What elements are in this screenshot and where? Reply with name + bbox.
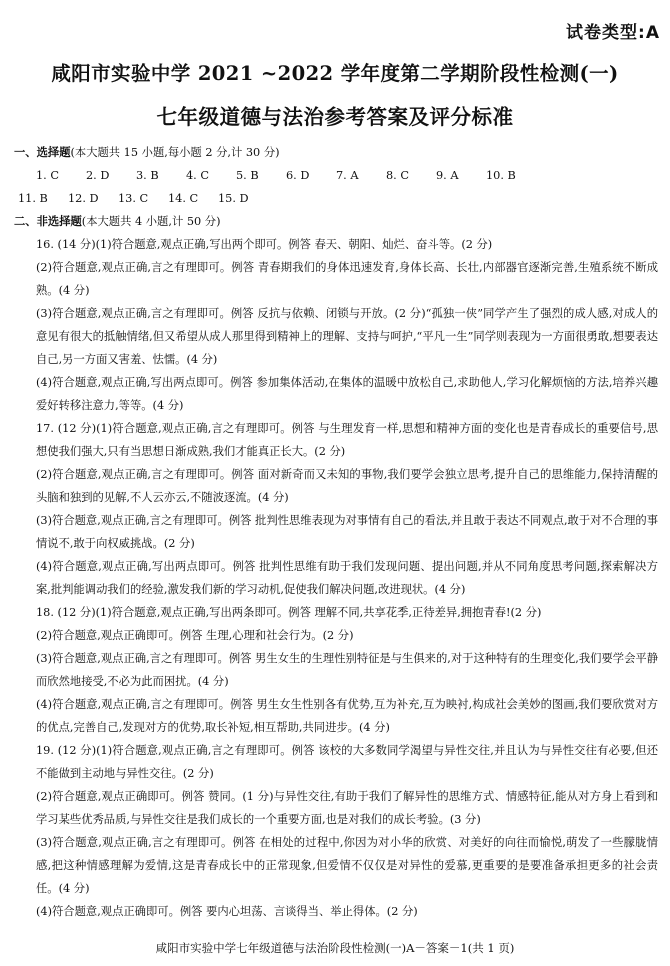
paper-type-label: 试卷类型:A — [566, 23, 660, 43]
question-18 — [14, 601, 658, 739]
question-part: (4)符合题意,观点正确,写出两点即可。例答 参加集体活动,在集体的温暖中放松自己,求助他人,学习化解烦恼的方法,培养兴趣爱好转移注意力,等等。(4 分) — [36, 376, 658, 412]
section-heading-nonchoice — [14, 210, 658, 233]
choice-answer: 9. A — [436, 169, 459, 182]
choice-answer: 5. B — [236, 169, 259, 182]
question-part: (2)符合题意,观点正确即可。例答 赞同。(1 分)与异性交往,有助于我们了解异性的思维方式、情感特征,能从对方身上看到和学习某些优秀品质,与异性交往是我们成长的一个重要方面,也是对我们的成长考验。(3 分) — [36, 790, 658, 826]
question-part: (4)符合题意,观点正确即可。例答 要内心坦荡、言谈得当、举止得体。(2 分) — [36, 905, 418, 918]
question-17 — [14, 417, 658, 601]
question-part: (3)符合题意,观点正确,言之有理即可。例答 批判性思维表现为对事情有自己的看法,并且敢于表达不同观点,敢于对不合理的事情说不,敢于向权威挑战。(2 分) — [36, 514, 658, 550]
choice-answer: 14. C — [168, 192, 199, 205]
choice-answers-row-2 — [18, 187, 658, 210]
question-part: (3)符合题意,观点正确,言之有理即可。例答 在相处的过程中,你因为对小华的欣赏、对美好的向往而愉悦,萌发了一些朦胧情感,把这种情感理解为爱情,这是青春成长中的正常现象,但爱情不仅仅是对异性的爱慕,更重要的是要准备承担更多的社会责任。(4 分) — [36, 836, 658, 895]
choice-answer: 4. C — [186, 169, 210, 182]
question-part: (4)符合题意,观点正确,写出两点即可。例答 批判性思维有助于我们发现问题、提出问题,并从不同角度思考问题,探索解决方案,批判能调动我们的经验,激发我们新的学习动机,促使我们解决问题,改进现状。(4 分) — [36, 560, 658, 596]
question-part: (2)符合题意,观点正确,言之有理即可。例答 青春期我们的身体迅速发育,身体长高、长壮,内部器官逐渐完善,生殖系统不断成熟。(4 分) — [36, 261, 658, 297]
section-note: (本大题共 15 小题,每小题 2 分,计 30 分) — [70, 146, 280, 159]
question-lead: 19. (12 分)(1)符合题意,观点正确,言之有理即可。例答 该校的大多数同学渴望与异性交往,并且认为与异性交往有必要,但还不能做到主动地与异性交往。(2 分) — [36, 744, 658, 780]
answer-content — [14, 141, 658, 923]
choice-answer: 1. C — [36, 169, 60, 182]
page-footer: 咸阳市实验中学七年级道德与法治阶段性检测(一)A－答案－1(共 1 页) — [155, 941, 515, 955]
question-lead: 16. (14 分)(1)符合题意,观点正确,写出两个即可。例答 春天、朝阳、灿烂、奋斗等。(2 分) — [36, 238, 493, 251]
choice-answer: 7. A — [336, 169, 359, 182]
question-part: (3)符合题意,观点正确,言之有理即可。例答 男生女生的生理性别特征是与生俱来的,对于这种特有的生理变化,我们要学会平静而欣然地接受,不必为此而困扰。(4 分) — [36, 652, 658, 688]
choice-answer: 11. B — [18, 192, 48, 205]
question-part: (2)符合题意,观点正确,言之有理即可。例答 面对新奇而又未知的事物,我们要学会独立思考,提升自己的思维能力,保持清醒的头脑和独到的见解,不人云亦云,不随波逐流。(4 分) — [36, 468, 658, 504]
question-19 — [14, 739, 658, 923]
section-heading-choice — [14, 141, 658, 164]
question-part: (3)符合题意,观点正确,言之有理即可。例答 反抗与依赖、闭锁与开放。(2 分)“孤独一侠”同学产生了强烈的成人感,对成人的意见有很大的抵触情绪,但又希望从成人那里得到精神上的理解、支持与呵护,“平凡一生”同学则表现为一方面很勇敢,想要表达自己,另一方面又害羞、怯懦。(4 分) — [36, 307, 658, 366]
choice-answer: 8. C — [386, 169, 410, 182]
question-lead: 18. (12 分)(1)符合题意,观点正确,写出两条即可。例答 理解不同,共享花季,正待差异,拥抱青春!(2 分) — [36, 606, 542, 619]
choice-answer: 12. D — [68, 192, 99, 205]
choice-answer: 10. B — [486, 169, 516, 182]
question-part: (2)符合题意,观点正确即可。例答 生理,心理和社会行为。(2 分) — [36, 629, 354, 642]
document-title: 咸阳市实验中学 2021 ~2022 学年度第二学期阶段性检测(一) — [51, 62, 619, 85]
choice-answer: 3. B — [136, 169, 159, 182]
choice-answer: 13. C — [118, 192, 149, 205]
choice-answer: 15. D — [218, 192, 249, 205]
section-note: (本大题共 4 小题,计 50 分) — [81, 215, 221, 228]
question-lead: 17. (12 分)(1)符合题意,观点正确,言之有理即可。例答 与生理发育一样,思想和精神方面的变化也是青春成长的重要信号,思想使我们强大,只有当思想日渐成熟,我们才能真正长大。(2 分) — [36, 422, 658, 458]
section-title: 一、选择题 — [14, 146, 71, 159]
section-title: 二、非选择题 — [14, 215, 82, 228]
document-subtitle: 七年级道德与法治参考答案及评分标准 — [156, 105, 514, 129]
choice-answer: 2. D — [86, 169, 110, 182]
choice-answers-row-1 — [36, 164, 658, 187]
choice-answer: 6. D — [286, 169, 310, 182]
question-16 — [14, 233, 658, 417]
question-part: (4)符合题意,观点正确,言之有理即可。例答 男生女生性别各有优势,互为补充,互为映衬,构成社会美妙的图画,我们要欣赏对方的优点,完善自己,发现对方的优势,取长补短,相互帮助,共同进步。(4 分) — [36, 698, 658, 734]
